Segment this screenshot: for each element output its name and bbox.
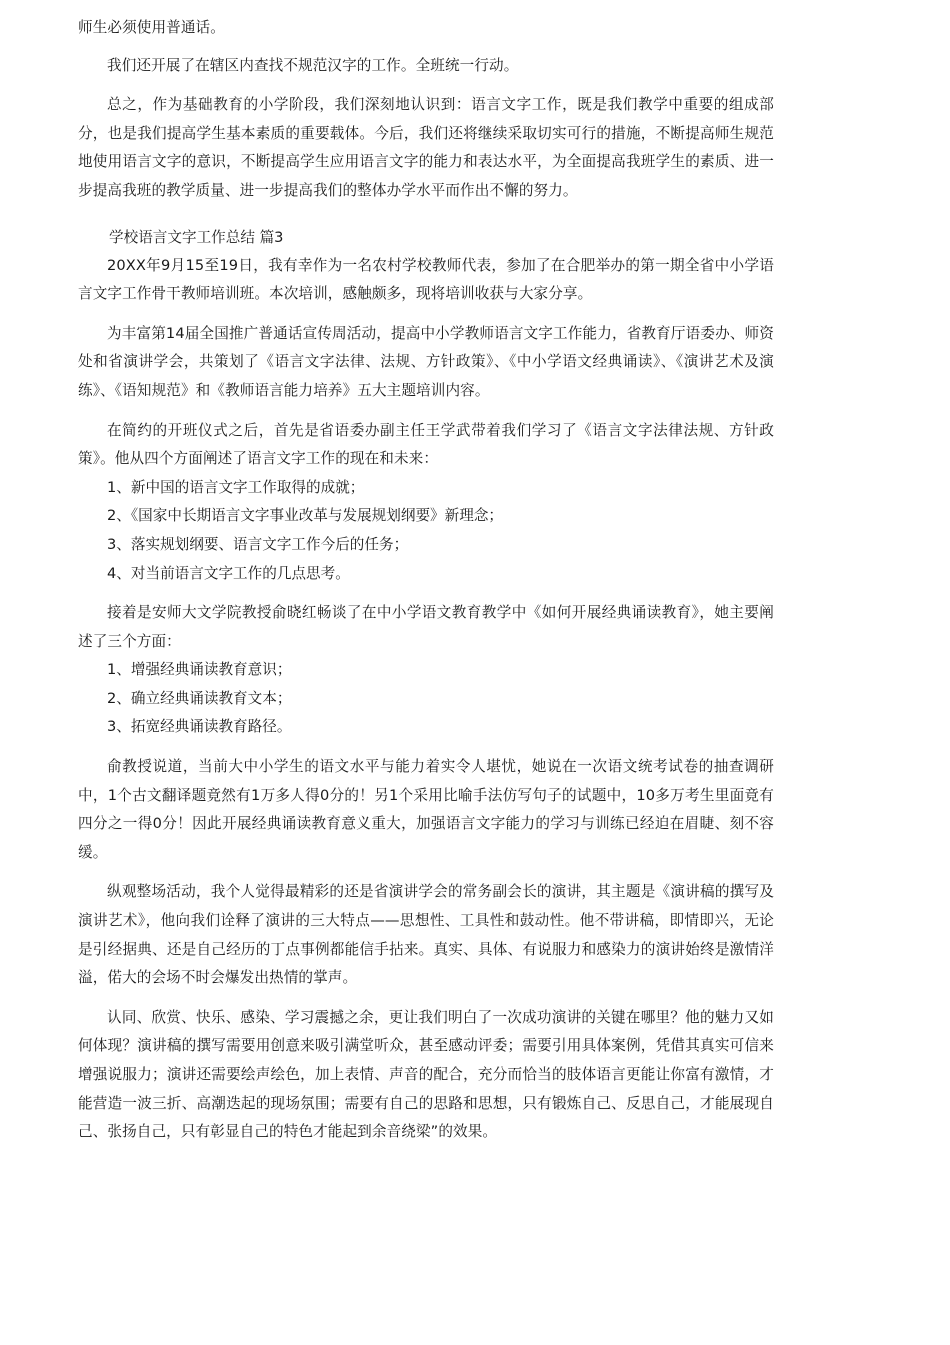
paragraph-speech-lessons: 认同、欣赏、快乐、感染、学习震撼之余，更让我们明白了一次成功演讲的关键在哪里？他的魅力又如何体现？演讲稿的撰写需要用创意来吸引满堂听众，甚至感动评委；需要引用具体案例，凭借其真实可信来增强说服力；演讲还需要绘声绘色，加上表情、声音的配合，充分而恰当的肢体语言更能让你富有激情，才能营造一波三折、高潮迭起的现场氛围；需要有自己的思路和思想，只有锻炼自己、反思自己，才能展现自己、张扬自己，只有彰显自己的特色才能起到余音绕梁”的效果。 [78,1008,774,1141]
list-item: 2、《国家中长期语言文字事业改革与发展规划纲要》新理念； [107,507,504,525]
list-item: 1、增强经典诵读教育意识； [107,661,292,679]
paragraph-standards-check: 我们还开展了在辖区内查找不规范汉字的工作。全班统一行动。 [107,56,519,74]
document-page [78,14,774,1147]
paragraph-training-intro: 20XX年9月15至19日，我有幸作为一名农村学校教师代表，参加了在合肥举办的第一期全省中小学语言文字工作骨干教师培训班。本次培训，感触颇多，现将培训收获与大家分享。 [78,256,774,303]
paragraph-training-topics: 为丰富第14届全国推广普通话宣传周活动，提高中小学教师语言文字工作能力，省教育厅语委办、师资处和省演讲学会，共策划了《语言文字法律、法规、方针政策》、《中小学语文经典诵读》、《演讲艺术及演练》、《语知规范》和《教师语言能力培养》五大主题培训内容。 [78,324,774,399]
paragraph-professor-remarks: 俞教授说道，当前大中小学生的语文水平与能力着实令人堪忧，她说在一次语文统考试卷的抽查调研中，1个古文翻译题竟然有1万多人得0分的！另1个采用比喻手法仿写句子的试题中，10多万考生里面竟有四分之一得0分！因此开展经典诵读教育意义重大，加强语言文字能力的学习与训练已经迫在眉睫、刻不容缓。 [78,758,774,861]
paragraph-classic-reading: 接着是安师大文学院教授俞晓红畅谈了在中小学语文教育教学中《如何开展经典诵读教育》，她主要阐述了三个方面： [78,604,774,650]
list-item: 2、确立经典诵读教育文本； [107,689,292,707]
list-item: 4、对当前语言文字工作的几点思考。 [107,564,350,582]
paragraph-speech-highlight: 纵观整场活动，我个人觉得最精彩的还是省演讲学会的常务副会长的演讲，其主题是《演讲稿的撰写及演讲艺术》，他向我们诠释了演讲的三大特点——思想性、工具性和鼓动性。他不带讲稿，即情即兴，无论是引经据典、还是自己经历的丁点事例都能信手拈来。真实、具体、有说服力和感染力的演讲始终是激情洋溢，偌大的会场不时会爆发出热情的掌声。 [78,883,774,987]
list-item: 1、新中国的语言文字工作取得的成就； [107,478,365,496]
paragraph-conclusion: 总之，作为基础教育的小学阶段，我们深刻地认识到：语言文字工作，既是我们教学中重要的组成部分，也是我们提高学生基本素质的重要载体。今后，我们还将继续采取切实可行的措施，不断提高师生规范地使用语言文字的意识，不断提高学生应用语言文字的能力和表达水平，为全面提高我班学生的素质、进一步提高我班的教学质量、进一步提高我们的整体办学水平而作出不懈的努力。 [78,96,774,199]
section-heading: 学校语言文字工作总结 篇3 [109,228,284,246]
paragraph-continuation: 师生必须使用普通话。 [78,19,225,36]
list-item: 3、落实规划纲要、语言文字工作今后的任务； [107,535,409,553]
paragraph-opening-ceremony: 在简约的开班仪式之后，首先是省语委办副主任王学武带着我们学习了《语言文字法律法规、方针政策》。他从四个方面阐述了语言文字工作的现在和未来： [78,421,774,468]
list-item: 3、拓宽经典诵读教育路径。 [107,718,292,736]
